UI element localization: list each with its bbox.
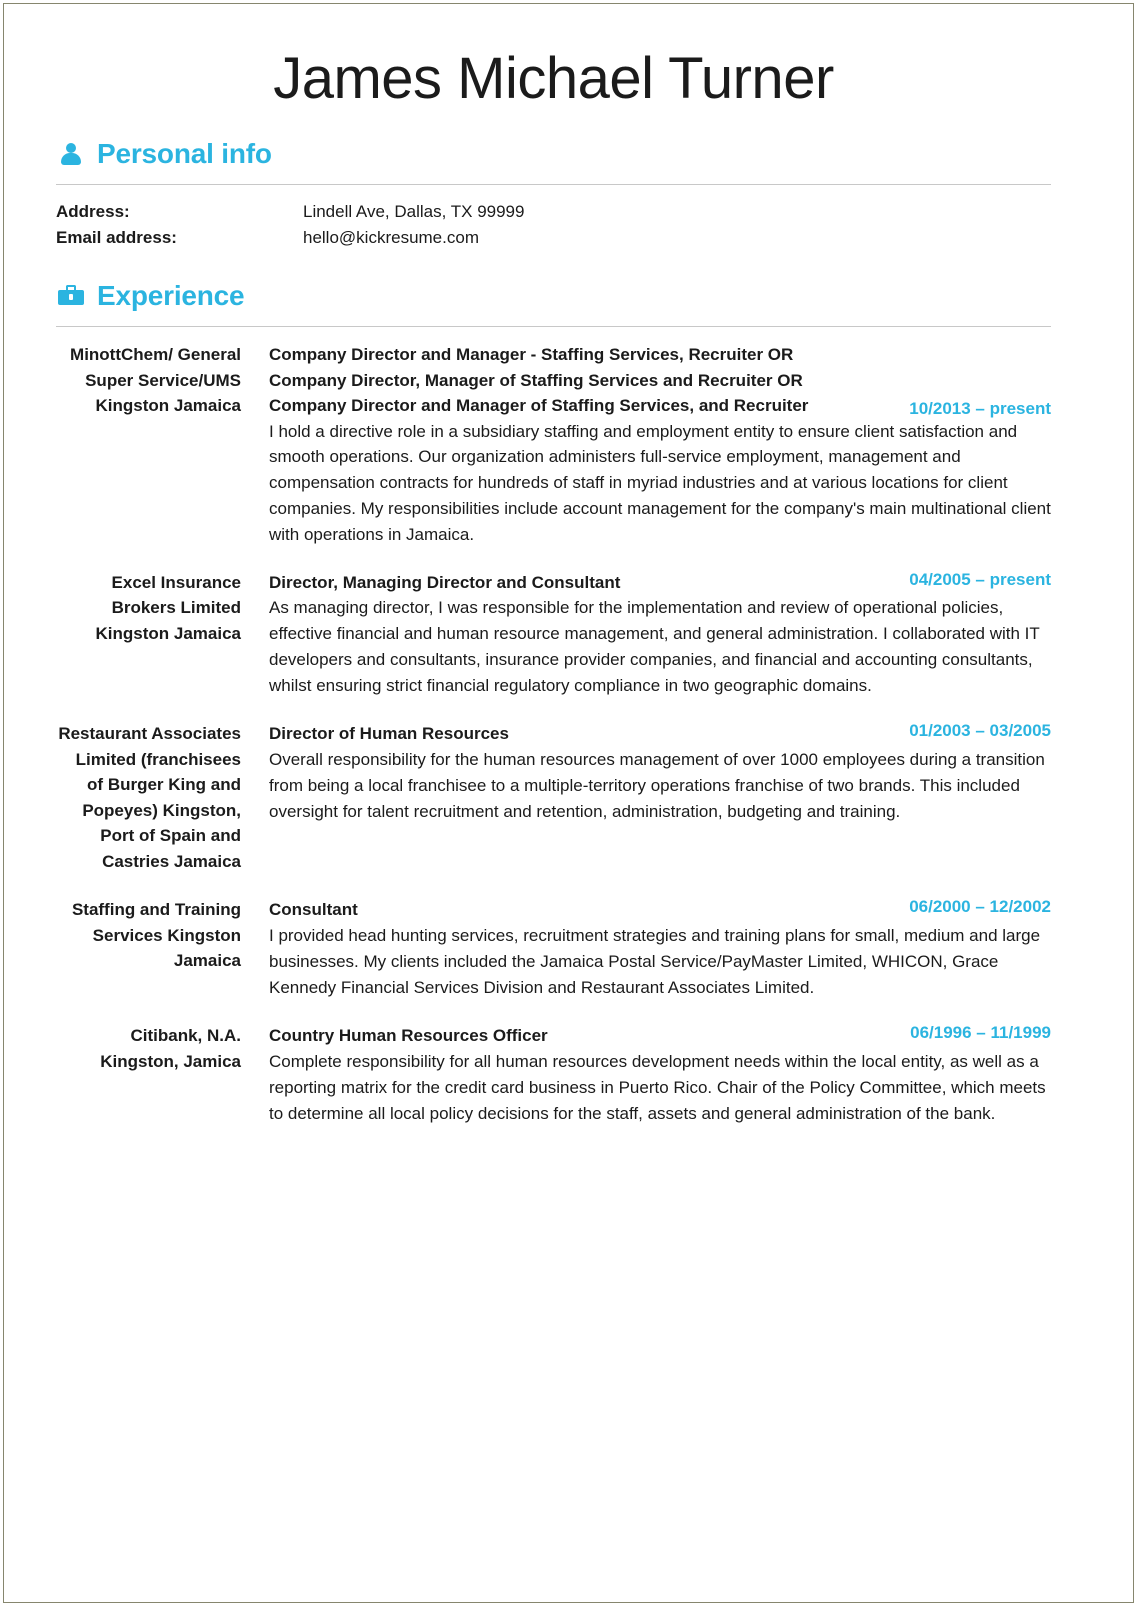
personal-info-divider [56,184,1051,185]
job-date: 06/2000 – 12/2002 [909,897,1051,917]
company-name: Excel Insurance Brokers Limited Kingston Jamaica [95,572,241,643]
experience-list [56,342,1051,1126]
experience-item-body [241,721,1051,824]
list-item [56,228,1051,248]
list-item [56,202,1051,222]
job-description: Complete responsibility for all human resources development needs within the local entity, as well as a reporting matrix for the credit card business in Puerto Rico. Chair of the Policy Committee, which meets to determine all local policy decisions for the staff, assets and general administration of the bank. [269,1051,1046,1123]
job-title: Director of Human Resources [269,724,509,744]
experience-divider [56,326,1051,327]
job-title: Consultant [269,900,358,920]
job-title: Company Director and Manager - Staffing Services, Recruiter OR Company Director, Manager of Staffing Services and Recruiter OR Company Director and Manager of Staffing Services, and Recruiter [269,345,809,415]
company-name: Restaurant Associates Limited (franchisees of Burger King and Popeyes) Kingston, Port of Spain and Castries Jamaica [58,724,241,871]
job-date: 10/2013 – present [909,398,1051,418]
job-title-row [269,570,1051,596]
experience-item [56,570,1051,699]
experience-title: Experience [97,280,245,311]
experience-item [56,342,1051,548]
job-title-row [269,897,1051,923]
company-name: Staffing and Training Services Kingston Jamaica [71,900,241,971]
person-icon [58,141,84,167]
job-title: Director, Managing Director and Consultant [269,572,621,592]
job-title-row [269,1023,1051,1049]
job-description: I provided head hunting services, recruitment strategies and training plans for small, medium and large businesses. My clients included the Jamaica Postal Service/PayMaster Limited, WHICON, Grace Kennedy Financial Services Division and Restaurant Associates Limited. [269,925,1041,997]
job-date: 06/1996 – 11/1999 [910,1023,1051,1043]
experience-item-body [241,1023,1051,1126]
job-date: 04/2005 – present [909,569,1051,589]
experience-item-body [241,570,1051,699]
job-title: Country Human Resources Officer [269,1026,548,1046]
experience-item-body [241,342,1051,548]
section-personal-info [56,140,1051,248]
job-description: Overall responsibility for the human resources management of over 1000 employees during a transition from being a local franchisee to a multiple-territory operations franchise of two brands. This included oversight for talent recruitment and retention, administration, budgeting and training. [269,749,1045,821]
section-experience [56,282,1051,1126]
company-name: MinottChem/ General Super Service/UMS Kingston Jamaica [70,345,241,415]
personal-info-list [56,202,1051,248]
job-description: I hold a directive role in a subsidiary staffing and employment entity to ensure client satisfaction and smooth operations. Our organization administers full-service employment, management and compensation contracts for hundreds of staff in myriad industries and at various locations for client companies. My responsibilities include account management for the company's main multinational client with operations in Jamaica. [269,421,1051,544]
resume-content [56,0,1051,1126]
address-label: Address: [56,202,130,221]
candidate-name: James Michael Turner [273,46,834,111]
job-date: 01/2003 – 03/2005 [909,721,1051,741]
job-title-row [269,342,1051,419]
personal-info-title: Personal info [97,138,272,169]
address-value: Lindell Ave, Dallas, TX 99999 [303,202,525,221]
experience-item [56,721,1051,874]
job-title-row [269,721,1051,747]
experience-heading [56,282,1051,310]
experience-item [56,897,1051,1000]
experience-item [56,1023,1051,1126]
experience-item-body [241,897,1051,1000]
job-description: As managing director, I was responsible for the implementation and review of operational policies, effective financial and human resource management, and general administration. I collaborated with IT developers and consultants, insurance provider companies, and financial and accounting consultants, whilst ensuring strict financial regulatory compliance in two geographic domains. [269,598,1040,695]
company-name: Citibank, N.A. Kingston, Jamica [100,1026,241,1071]
email-value: hello@kickresume.com [303,228,479,247]
briefcase-icon [58,283,84,309]
email-label: Email address: [56,228,177,247]
personal-info-heading [56,140,1051,168]
